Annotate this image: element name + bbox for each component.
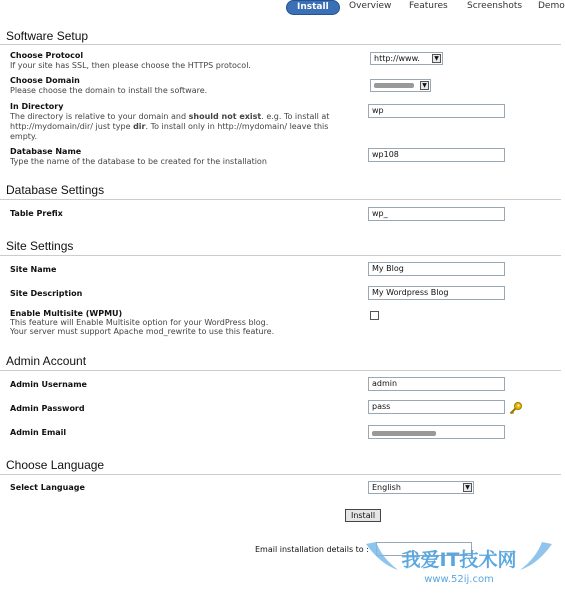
directory-label: In Directory <box>10 102 64 111</box>
section-admin-account: Admin Account <box>6 354 87 368</box>
domain-label: Choose Domain <box>10 76 80 85</box>
directory-desc-bold: dir <box>133 122 146 131</box>
admin-username-label: Admin Username <box>10 380 87 389</box>
tab-screenshots[interactable]: Screenshots <box>467 1 523 11</box>
directory-input[interactable]: wp <box>368 104 505 118</box>
table-prefix-label: Table Prefix <box>10 209 63 218</box>
watermark-url: www.52ij.com <box>424 574 494 585</box>
divider <box>0 474 561 475</box>
admin-email-label: Admin Email <box>10 428 67 437</box>
domain-select[interactable] <box>370 79 431 92</box>
database-name-label: Database Name <box>10 147 82 156</box>
protocol-select-value: http://www. <box>374 54 420 63</box>
language-select[interactable] <box>368 481 474 494</box>
tab-demo[interactable]: Demo <box>538 1 565 11</box>
divider <box>0 255 561 256</box>
admin-email-input[interactable] <box>368 425 505 439</box>
tab-overview[interactable]: Overview <box>349 1 392 11</box>
divider <box>0 44 561 45</box>
admin-password-label: Admin Password <box>10 404 85 413</box>
multisite-checkbox[interactable] <box>370 311 379 320</box>
section-site-settings: Site Settings <box>6 239 74 253</box>
divider <box>0 199 561 200</box>
multisite-desc-line1: This feature will Enable Multisite option for your WordPress blog. <box>10 318 269 327</box>
chevron-down-icon: ▼ <box>432 54 441 63</box>
protocol-desc: If your site has SSL, then please choose the HTTPS protocol. <box>10 61 251 70</box>
chevron-down-icon: ▼ <box>420 81 429 90</box>
directory-desc-part: The directory is relative to your domain and <box>10 112 189 121</box>
language-select-value: English <box>372 483 401 492</box>
select-language-label: Select Language <box>10 483 85 492</box>
directory-desc-part: . e.g. To install at http://mydomain/dir/ just type <box>10 112 330 131</box>
blurred-email <box>372 431 436 436</box>
section-database-settings: Database Settings <box>6 183 105 197</box>
table-prefix-input[interactable]: wp_ <box>368 207 505 221</box>
watermark-logo <box>362 536 557 594</box>
admin-username-input[interactable]: admin <box>368 377 505 391</box>
domain-desc: Please choose the domain to install the software. <box>10 86 208 95</box>
section-choose-language: Choose Language <box>6 458 105 472</box>
site-description-input[interactable]: My Wordpress Blog <box>368 286 505 300</box>
database-name-desc: Type the name of the database to be created for the installation <box>10 157 267 166</box>
site-name-input[interactable]: My Blog <box>368 262 505 276</box>
install-button[interactable]: Install <box>345 509 381 522</box>
tab-install[interactable]: Install <box>286 0 340 15</box>
watermark-text: 我爱IT技术网 <box>401 549 517 571</box>
section-software-setup: Software Setup <box>6 29 89 43</box>
database-name-input[interactable]: wp108 <box>368 148 505 162</box>
multisite-label: Enable Multisite (WPMU) <box>10 309 123 318</box>
directory-desc-part: . To install only in http://mydomain/ leave this empty. <box>10 122 329 141</box>
site-description-label: Site Description <box>10 289 83 298</box>
key-icon[interactable] <box>509 401 523 415</box>
protocol-select[interactable] <box>370 52 443 65</box>
site-name-label: Site Name <box>10 265 57 274</box>
multisite-desc-line2: Your server must support Apache mod_rewrite to use this feature. <box>10 327 275 336</box>
blurred-domain <box>374 83 414 88</box>
email-details-label: Email installation details to : <box>255 545 369 554</box>
chevron-down-icon: ▼ <box>463 483 472 492</box>
directory-desc-bold: should not exist <box>188 112 262 121</box>
tab-features[interactable]: Features <box>409 1 448 11</box>
protocol-label: Choose Protocol <box>10 51 84 60</box>
directory-desc <box>10 112 355 142</box>
admin-password-input[interactable]: pass <box>368 400 505 414</box>
divider <box>0 370 561 371</box>
